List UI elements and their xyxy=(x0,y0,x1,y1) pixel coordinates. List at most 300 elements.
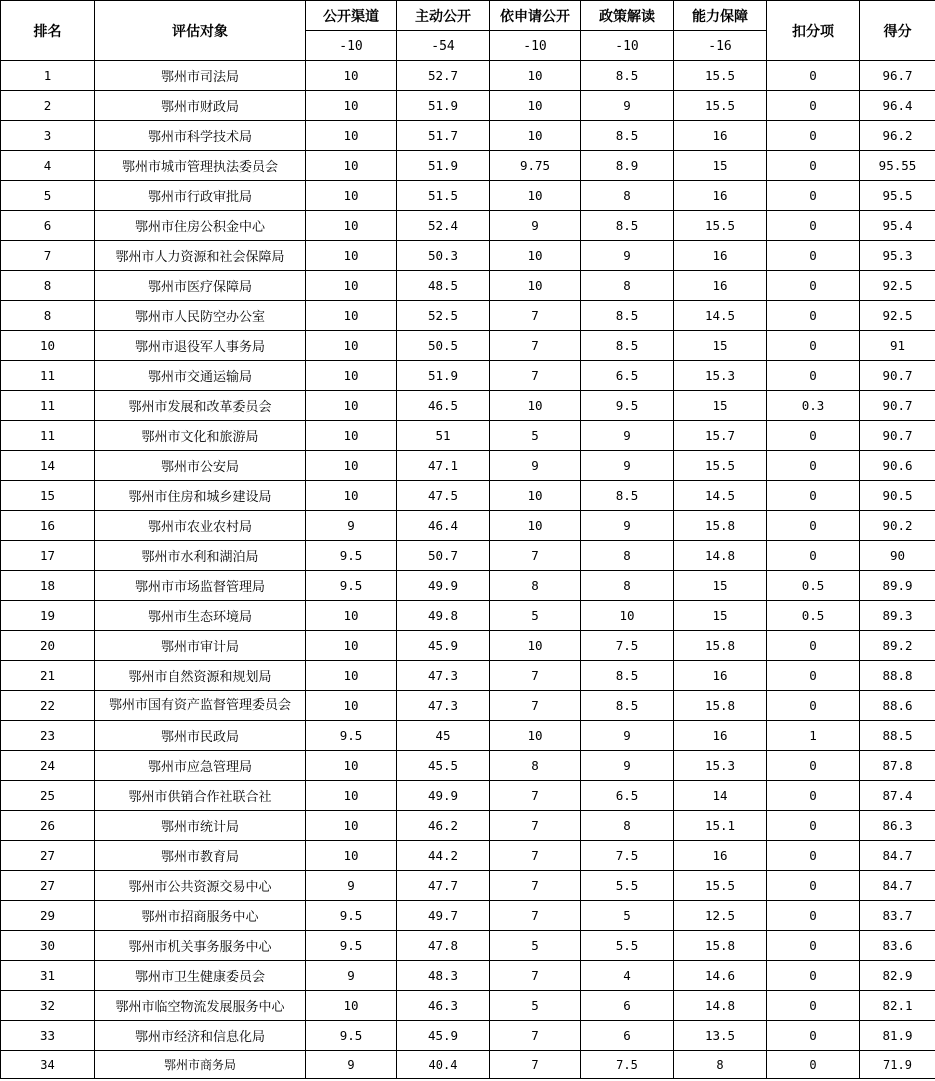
header-weight-3 xyxy=(490,31,581,61)
deduction-cell: 0 xyxy=(767,871,860,901)
name-cell: 鄂州市水利和湖泊局 xyxy=(95,541,306,571)
policy-interpretation-cell: 4 xyxy=(581,961,674,991)
request-disclosure-cell: 10 xyxy=(490,391,581,421)
rank-cell: 8 xyxy=(1,271,95,301)
request-disclosure-cell: 7 xyxy=(490,901,581,931)
weight-value: -10 xyxy=(339,38,363,54)
score-cell: 82.1 xyxy=(860,991,935,1021)
request-disclosure-cell: 5 xyxy=(490,931,581,961)
score-cell: 90.7 xyxy=(860,361,935,391)
active-disclosure-cell: 47.7 xyxy=(397,871,490,901)
header-weight-1 xyxy=(306,31,397,61)
request-disclosure-cell: 7 xyxy=(490,811,581,841)
name-cell: 鄂州市科学技术局 xyxy=(95,121,306,151)
table-row xyxy=(1,571,935,601)
policy-interpretation-cell: 10 xyxy=(581,601,674,631)
deduction-cell: 0 xyxy=(767,751,860,781)
header-weight-2 xyxy=(397,31,490,61)
capacity-cell: 16 xyxy=(674,181,767,211)
name-cell: 鄂州市医疗保障局 xyxy=(95,271,306,301)
channel-cell: 9 xyxy=(306,871,397,901)
name-cell: 鄂州市人力资源和社会保障局 xyxy=(95,241,306,271)
score-cell: 86.3 xyxy=(860,811,935,841)
table-row xyxy=(1,931,935,961)
request-disclosure-cell: 7 xyxy=(490,331,581,361)
score-cell: 96.4 xyxy=(860,91,935,121)
score-cell: 87.8 xyxy=(860,751,935,781)
score-cell: 92.5 xyxy=(860,301,935,331)
header-col-1: 公开渠道 xyxy=(306,1,397,31)
score-cell: 90.7 xyxy=(860,421,935,451)
score-cell: 81.9 xyxy=(860,1021,935,1051)
active-disclosure-cell: 49.9 xyxy=(397,571,490,601)
deduction-cell: 0 xyxy=(767,991,860,1021)
score-cell: 95.55 xyxy=(860,151,935,181)
channel-cell: 10 xyxy=(306,391,397,421)
rank-cell: 22 xyxy=(1,691,95,721)
request-disclosure-cell: 9.75 xyxy=(490,151,581,181)
name-cell: 鄂州市公安局 xyxy=(95,451,306,481)
rank-cell: 18 xyxy=(1,571,95,601)
policy-interpretation-cell: 8 xyxy=(581,811,674,841)
score-cell: 89.9 xyxy=(860,571,935,601)
name-cell: 鄂州市市场监督管理局 xyxy=(95,571,306,601)
table-row xyxy=(1,241,935,271)
rank-cell: 3 xyxy=(1,121,95,151)
capacity-cell: 8 xyxy=(674,1051,767,1079)
capacity-cell: 13.5 xyxy=(674,1021,767,1051)
rank-cell: 20 xyxy=(1,631,95,661)
rank-cell: 16 xyxy=(1,511,95,541)
active-disclosure-cell: 45.9 xyxy=(397,1021,490,1051)
request-disclosure-cell: 7 xyxy=(490,871,581,901)
channel-cell: 10 xyxy=(306,751,397,781)
table-row xyxy=(1,601,935,631)
policy-interpretation-cell: 8.5 xyxy=(581,61,674,91)
request-disclosure-cell: 10 xyxy=(490,121,581,151)
score-cell: 90.7 xyxy=(860,391,935,421)
name-cell: 鄂州市经济和信息化局 xyxy=(95,1021,306,1051)
channel-cell: 10 xyxy=(306,841,397,871)
active-disclosure-cell: 49.9 xyxy=(397,781,490,811)
request-disclosure-cell: 7 xyxy=(490,781,581,811)
deduction-cell: 0 xyxy=(767,91,860,121)
policy-interpretation-cell: 8.9 xyxy=(581,151,674,181)
deduction-cell: 0 xyxy=(767,811,860,841)
capacity-cell: 15.5 xyxy=(674,211,767,241)
active-disclosure-cell: 49.8 xyxy=(397,601,490,631)
capacity-cell: 15.1 xyxy=(674,811,767,841)
capacity-cell: 14.8 xyxy=(674,991,767,1021)
score-cell: 92.5 xyxy=(860,271,935,301)
channel-cell: 10 xyxy=(306,151,397,181)
active-disclosure-cell: 51.7 xyxy=(397,121,490,151)
deduction-cell: 0 xyxy=(767,1051,860,1079)
rank-cell: 8 xyxy=(1,301,95,331)
request-disclosure-cell: 7 xyxy=(490,1021,581,1051)
weight-value: -10 xyxy=(615,38,639,54)
channel-cell: 10 xyxy=(306,991,397,1021)
score-cell: 88.8 xyxy=(860,661,935,691)
name-cell: 鄂州市供销合作社联合社 xyxy=(95,781,306,811)
policy-interpretation-cell: 6.5 xyxy=(581,361,674,391)
deduction-cell: 0 xyxy=(767,511,860,541)
policy-interpretation-cell: 5.5 xyxy=(581,871,674,901)
deduction-cell: 0 xyxy=(767,421,860,451)
name-cell: 鄂州市文化和旅游局 xyxy=(95,421,306,451)
rank-cell: 26 xyxy=(1,811,95,841)
table-row xyxy=(1,901,935,931)
rank-cell: 11 xyxy=(1,421,95,451)
rank-cell: 17 xyxy=(1,541,95,571)
active-disclosure-cell: 49.7 xyxy=(397,901,490,931)
policy-interpretation-cell: 8 xyxy=(581,541,674,571)
header-score: 得分 xyxy=(860,1,935,61)
deduction-cell: 0.5 xyxy=(767,601,860,631)
policy-interpretation-cell: 8.5 xyxy=(581,331,674,361)
policy-interpretation-cell: 8 xyxy=(581,571,674,601)
capacity-cell: 14.6 xyxy=(674,961,767,991)
deduction-cell: 0 xyxy=(767,61,860,91)
policy-interpretation-cell: 5 xyxy=(581,901,674,931)
capacity-cell: 15.5 xyxy=(674,91,767,121)
request-disclosure-cell: 10 xyxy=(490,511,581,541)
active-disclosure-cell: 50.3 xyxy=(397,241,490,271)
table-row xyxy=(1,181,935,211)
capacity-cell: 15 xyxy=(674,151,767,181)
request-disclosure-cell: 10 xyxy=(490,91,581,121)
deduction-cell: 0.5 xyxy=(767,571,860,601)
capacity-cell: 14.8 xyxy=(674,541,767,571)
name-cell: 鄂州市审计局 xyxy=(95,631,306,661)
request-disclosure-cell: 5 xyxy=(490,991,581,1021)
rank-cell: 30 xyxy=(1,931,95,961)
capacity-cell: 14.5 xyxy=(674,481,767,511)
channel-cell: 10 xyxy=(306,91,397,121)
capacity-cell: 16 xyxy=(674,841,767,871)
policy-interpretation-cell: 8.5 xyxy=(581,661,674,691)
request-disclosure-cell: 5 xyxy=(490,601,581,631)
channel-cell: 9 xyxy=(306,1051,397,1079)
name-cell: 鄂州市司法局 xyxy=(95,61,306,91)
active-disclosure-cell: 44.2 xyxy=(397,841,490,871)
rank-cell: 27 xyxy=(1,841,95,871)
capacity-cell: 12.5 xyxy=(674,901,767,931)
name-cell: 鄂州市国有资产监督管理委员会 xyxy=(95,691,306,721)
request-disclosure-cell: 7 xyxy=(490,361,581,391)
weight-value: -54 xyxy=(431,38,455,54)
channel-cell: 10 xyxy=(306,451,397,481)
active-disclosure-cell: 51.5 xyxy=(397,181,490,211)
request-disclosure-cell: 10 xyxy=(490,271,581,301)
rank-cell: 21 xyxy=(1,661,95,691)
channel-cell: 10 xyxy=(306,811,397,841)
deduction-cell: 0 xyxy=(767,331,860,361)
deduction-cell: 0 xyxy=(767,661,860,691)
deduction-cell: 0 xyxy=(767,631,860,661)
capacity-cell: 15.8 xyxy=(674,931,767,961)
active-disclosure-cell: 47.3 xyxy=(397,691,490,721)
request-disclosure-cell: 5 xyxy=(490,421,581,451)
name-cell: 鄂州市行政审批局 xyxy=(95,181,306,211)
table-row xyxy=(1,121,935,151)
deduction-cell: 0 xyxy=(767,121,860,151)
name-cell: 鄂州市人民防空办公室 xyxy=(95,301,306,331)
table-row xyxy=(1,331,935,361)
score-cell: 95.3 xyxy=(860,241,935,271)
table-row xyxy=(1,871,935,901)
name-cell: 鄂州市机关事务服务中心 xyxy=(95,931,306,961)
deduction-cell: 0 xyxy=(767,961,860,991)
table-row xyxy=(1,1021,935,1051)
policy-interpretation-cell: 8 xyxy=(581,181,674,211)
name-cell: 鄂州市民政局 xyxy=(95,721,306,751)
name-cell: 鄂州市城市管理执法委员会 xyxy=(95,151,306,181)
table-row xyxy=(1,301,935,331)
header-col-2: 主动公开 xyxy=(397,1,490,31)
active-disclosure-cell: 50.5 xyxy=(397,331,490,361)
active-disclosure-cell: 40.4 xyxy=(397,1051,490,1079)
deduction-cell: 0 xyxy=(767,481,860,511)
channel-cell: 10 xyxy=(306,301,397,331)
channel-cell: 10 xyxy=(306,331,397,361)
rank-cell: 31 xyxy=(1,961,95,991)
header-col-4: 政策解读 xyxy=(581,1,674,31)
deduction-cell: 0 xyxy=(767,271,860,301)
name-cell: 鄂州市统计局 xyxy=(95,811,306,841)
name-cell: 鄂州市教育局 xyxy=(95,841,306,871)
weight-value: -10 xyxy=(523,38,547,54)
capacity-cell: 15.5 xyxy=(674,451,767,481)
score-cell: 84.7 xyxy=(860,871,935,901)
capacity-cell: 15 xyxy=(674,601,767,631)
name-cell: 鄂州市自然资源和规划局 xyxy=(95,661,306,691)
table-row xyxy=(1,451,935,481)
rank-cell: 11 xyxy=(1,361,95,391)
deduction-cell: 0 xyxy=(767,781,860,811)
score-cell: 83.7 xyxy=(860,901,935,931)
score-cell: 89.3 xyxy=(860,601,935,631)
table-row xyxy=(1,541,935,571)
table-row xyxy=(1,661,935,691)
channel-cell: 9 xyxy=(306,961,397,991)
name-cell: 鄂州市交通运输局 xyxy=(95,361,306,391)
active-disclosure-cell: 48.3 xyxy=(397,961,490,991)
rank-cell: 23 xyxy=(1,721,95,751)
table-row xyxy=(1,961,935,991)
deduction-cell: 0 xyxy=(767,451,860,481)
channel-cell: 9.5 xyxy=(306,571,397,601)
table-row xyxy=(1,721,935,751)
table-row xyxy=(1,751,935,781)
header-target: 评估对象 xyxy=(95,1,306,61)
policy-interpretation-cell: 9 xyxy=(581,751,674,781)
name-cell: 鄂州市住房公积金中心 xyxy=(95,211,306,241)
active-disclosure-cell: 47.3 xyxy=(397,661,490,691)
rank-cell: 6 xyxy=(1,211,95,241)
channel-cell: 10 xyxy=(306,181,397,211)
channel-cell: 9.5 xyxy=(306,721,397,751)
capacity-cell: 15.3 xyxy=(674,361,767,391)
request-disclosure-cell: 7 xyxy=(490,301,581,331)
score-cell: 90.2 xyxy=(860,511,935,541)
header-col-3: 依申请公开 xyxy=(490,1,581,31)
request-disclosure-cell: 7 xyxy=(490,961,581,991)
table-row xyxy=(1,211,935,241)
name-cell: 鄂州市招商服务中心 xyxy=(95,901,306,931)
deduction-cell: 0 xyxy=(767,691,860,721)
request-disclosure-cell: 10 xyxy=(490,241,581,271)
rank-cell: 34 xyxy=(1,1051,95,1079)
active-disclosure-cell: 47.5 xyxy=(397,481,490,511)
request-disclosure-cell: 9 xyxy=(490,451,581,481)
channel-cell: 10 xyxy=(306,211,397,241)
policy-interpretation-cell: 9 xyxy=(581,721,674,751)
active-disclosure-cell: 47.8 xyxy=(397,931,490,961)
name-cell: 鄂州市应急管理局 xyxy=(95,751,306,781)
request-disclosure-cell: 8 xyxy=(490,751,581,781)
score-cell: 90 xyxy=(860,541,935,571)
deduction-cell: 1 xyxy=(767,721,860,751)
capacity-cell: 15.3 xyxy=(674,751,767,781)
request-disclosure-cell: 7 xyxy=(490,541,581,571)
deduction-cell: 0 xyxy=(767,931,860,961)
name-cell: 鄂州市退役军人事务局 xyxy=(95,331,306,361)
capacity-cell: 16 xyxy=(674,121,767,151)
score-cell: 71.9 xyxy=(860,1051,935,1079)
channel-cell: 10 xyxy=(306,421,397,451)
request-disclosure-cell: 7 xyxy=(490,661,581,691)
active-disclosure-cell: 51.9 xyxy=(397,361,490,391)
rank-cell: 7 xyxy=(1,241,95,271)
active-disclosure-cell: 46.5 xyxy=(397,391,490,421)
request-disclosure-cell: 7 xyxy=(490,691,581,721)
rank-cell: 5 xyxy=(1,181,95,211)
rank-cell: 14 xyxy=(1,451,95,481)
deduction-cell: 0.3 xyxy=(767,391,860,421)
deduction-cell: 0 xyxy=(767,361,860,391)
name-cell: 鄂州市卫生健康委员会 xyxy=(95,961,306,991)
active-disclosure-cell: 47.1 xyxy=(397,451,490,481)
capacity-cell: 16 xyxy=(674,271,767,301)
policy-interpretation-cell: 7.5 xyxy=(581,841,674,871)
channel-cell: 10 xyxy=(306,361,397,391)
capacity-cell: 15.8 xyxy=(674,511,767,541)
policy-interpretation-cell: 9 xyxy=(581,511,674,541)
table-row xyxy=(1,481,935,511)
name-cell: 鄂州市生态环境局 xyxy=(95,601,306,631)
deduction-cell: 0 xyxy=(767,541,860,571)
request-disclosure-cell: 10 xyxy=(490,631,581,661)
rank-cell: 33 xyxy=(1,1021,95,1051)
capacity-cell: 15 xyxy=(674,391,767,421)
active-disclosure-cell: 50.7 xyxy=(397,541,490,571)
table-row xyxy=(1,91,935,121)
active-disclosure-cell: 51.9 xyxy=(397,151,490,181)
deduction-cell: 0 xyxy=(767,841,860,871)
name-cell: 鄂州市公共资源交易中心 xyxy=(95,871,306,901)
channel-cell: 10 xyxy=(306,61,397,91)
capacity-cell: 15.8 xyxy=(674,691,767,721)
capacity-cell: 16 xyxy=(674,241,767,271)
policy-interpretation-cell: 8.5 xyxy=(581,691,674,721)
channel-cell: 10 xyxy=(306,781,397,811)
deduction-cell: 0 xyxy=(767,241,860,271)
capacity-cell: 14.5 xyxy=(674,301,767,331)
name-cell: 鄂州市发展和改革委员会 xyxy=(95,391,306,421)
score-cell: 89.2 xyxy=(860,631,935,661)
table-row xyxy=(1,511,935,541)
capacity-cell: 16 xyxy=(674,721,767,751)
capacity-cell: 15.5 xyxy=(674,871,767,901)
policy-interpretation-cell: 9.5 xyxy=(581,391,674,421)
policy-interpretation-cell: 9 xyxy=(581,91,674,121)
channel-cell: 9.5 xyxy=(306,931,397,961)
table-row xyxy=(1,991,935,1021)
table-row xyxy=(1,691,935,721)
active-disclosure-cell: 46.2 xyxy=(397,811,490,841)
channel-cell: 9.5 xyxy=(306,1021,397,1051)
header-rank: 排名 xyxy=(1,1,95,61)
channel-cell: 10 xyxy=(306,271,397,301)
rank-cell: 27 xyxy=(1,871,95,901)
policy-interpretation-cell: 8.5 xyxy=(581,121,674,151)
channel-cell: 9.5 xyxy=(306,901,397,931)
table-row xyxy=(1,361,935,391)
score-cell: 91 xyxy=(860,331,935,361)
policy-interpretation-cell: 6 xyxy=(581,1021,674,1051)
name-cell: 鄂州市住房和城乡建设局 xyxy=(95,481,306,511)
rank-cell: 10 xyxy=(1,331,95,361)
table-row xyxy=(1,61,935,91)
name-cell: 鄂州市财政局 xyxy=(95,91,306,121)
rank-cell: 32 xyxy=(1,991,95,1021)
table-row xyxy=(1,391,935,421)
channel-cell: 9 xyxy=(306,511,397,541)
score-cell: 88.5 xyxy=(860,721,935,751)
active-disclosure-cell: 45.9 xyxy=(397,631,490,661)
capacity-cell: 15.5 xyxy=(674,61,767,91)
table-row xyxy=(1,1051,935,1079)
score-cell: 82.9 xyxy=(860,961,935,991)
request-disclosure-cell: 10 xyxy=(490,721,581,751)
request-disclosure-cell: 7 xyxy=(490,841,581,871)
header-col-5: 能力保障 xyxy=(674,1,767,31)
channel-cell: 10 xyxy=(306,481,397,511)
request-disclosure-cell: 10 xyxy=(490,481,581,511)
capacity-cell: 15.7 xyxy=(674,421,767,451)
policy-interpretation-cell: 5.5 xyxy=(581,931,674,961)
deduction-cell: 0 xyxy=(767,151,860,181)
policy-interpretation-cell: 8 xyxy=(581,271,674,301)
rank-cell: 24 xyxy=(1,751,95,781)
channel-cell: 9.5 xyxy=(306,541,397,571)
channel-cell: 10 xyxy=(306,631,397,661)
active-disclosure-cell: 52.7 xyxy=(397,61,490,91)
name-cell: 鄂州市临空物流发展服务中心 xyxy=(95,991,306,1021)
table-body xyxy=(1,61,935,1079)
score-cell: 90.5 xyxy=(860,481,935,511)
policy-interpretation-cell: 6.5 xyxy=(581,781,674,811)
table-row xyxy=(1,811,935,841)
rank-cell: 19 xyxy=(1,601,95,631)
capacity-cell: 15.8 xyxy=(674,631,767,661)
policy-interpretation-cell: 7.5 xyxy=(581,631,674,661)
active-disclosure-cell: 45 xyxy=(397,721,490,751)
policy-interpretation-cell: 6 xyxy=(581,991,674,1021)
score-cell: 95.5 xyxy=(860,181,935,211)
policy-interpretation-cell: 8.5 xyxy=(581,301,674,331)
